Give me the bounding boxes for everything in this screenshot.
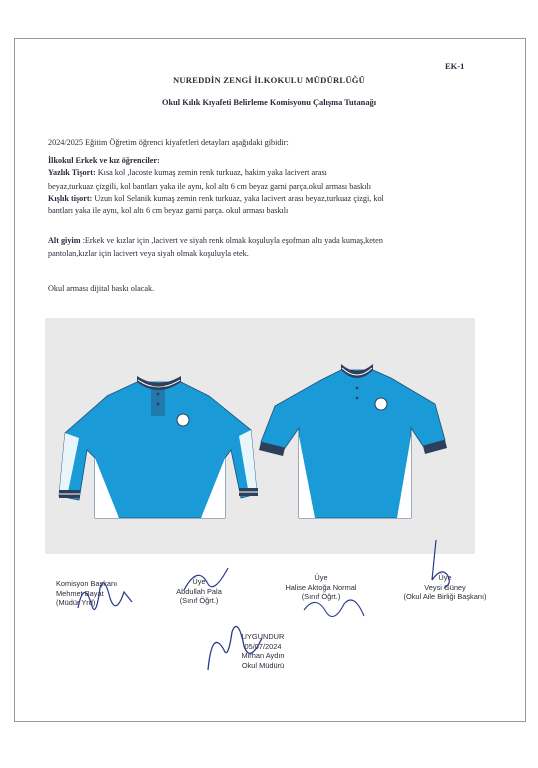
signature-chair	[56, 579, 117, 608]
summer-label: Yazlık Tişort:	[48, 168, 96, 177]
principal-name: Mirhan Aydın	[241, 651, 285, 660]
principal-title: Okul Müdürü	[241, 660, 285, 670]
winter-text-1: Uzun kol Selanik kumaş zemin renk turkuaz, yaka lacivert arası beyaz,turkuaz çizgi, kol	[92, 194, 384, 203]
principal-approval	[223, 632, 303, 670]
approval-stamp: UYGUNDUR	[241, 632, 285, 641]
member1-role: Üye	[192, 577, 206, 586]
member2-role: Üye	[314, 573, 328, 582]
uniform-illustration	[45, 318, 475, 554]
bottom-line-1	[48, 235, 383, 246]
chair-name: Mehmet Bayat	[56, 588, 104, 598]
member3-role: Üye	[438, 573, 452, 582]
member1-title: (Sınıf Öğrt.)	[179, 596, 219, 605]
committee-title: Okul Kılık Kıyafeti Belirleme Komisyonu Çalışma Tutanağı	[161, 98, 377, 107]
member3-name: Veysi Güney	[424, 582, 466, 592]
chair-role: Komisyon Başkanı	[56, 579, 118, 588]
winter-line-1	[48, 193, 384, 204]
signature-member-2	[271, 573, 371, 602]
member2-title: (Sınıf Öğrt.)	[301, 592, 341, 601]
chair-title: (Müdür Yrd)	[56, 598, 96, 607]
long-sleeve-shirt	[59, 376, 258, 518]
signature-member-1	[158, 577, 240, 606]
annex-label: EK-1	[445, 61, 465, 71]
print-note: Okul arması dijital baskı olacak.	[48, 284, 155, 293]
short-sleeve-shirt	[259, 364, 447, 518]
group-heading: İlkokul Erkek ve kız öğrenciler:	[48, 156, 160, 165]
summer-line-1	[48, 167, 327, 178]
approval-date: 05/07/2024	[244, 641, 282, 651]
member3-title: (Okul Aile Birliği Başkanı)	[403, 592, 487, 601]
member1-name: Abdullah Pala	[176, 586, 222, 596]
bottom-text-1: :Erkek ve kızlar için ,lacivert ve siyah renk olmak koşuluyla eşofman altı yada kumaş,keten	[80, 236, 383, 245]
signature-member-3	[400, 573, 490, 602]
winter-label: Kışlık tişort:	[48, 194, 93, 203]
bottom-label: Alt giyim	[48, 236, 81, 245]
bottom-text-2: pantolan,kızlar için lacivert veya siyah olmak koşuluyla etek.	[48, 249, 249, 258]
member2-name: Halise Aktoğa Normal	[285, 582, 357, 592]
winter-text-2: bantları yaka ile aynı, kol altı 6 cm beyaz garni parça. okul arması baskılı	[48, 206, 289, 215]
school-title: NUREDDİN ZENGİ İLKOKULU MÜDÜRLÜĞÜ	[172, 75, 366, 85]
uniform-drawing	[45, 318, 475, 554]
intro-text: 2024/2025 Eğitim Öğretim öğrenci kiyafetleri detayları aşağıdaki gibidir:	[48, 138, 289, 147]
summer-text-1: Kısa kol ,lacoste kumaş zemin renk turkuaz, hakim yaka lacivert arası	[95, 168, 327, 177]
summer-text-2: beyaz,turkuaz çizgili, kol bantları yaka ile aynı, kol altı 6 cm beyaz garni parça.okul arması baskılı	[48, 182, 372, 191]
